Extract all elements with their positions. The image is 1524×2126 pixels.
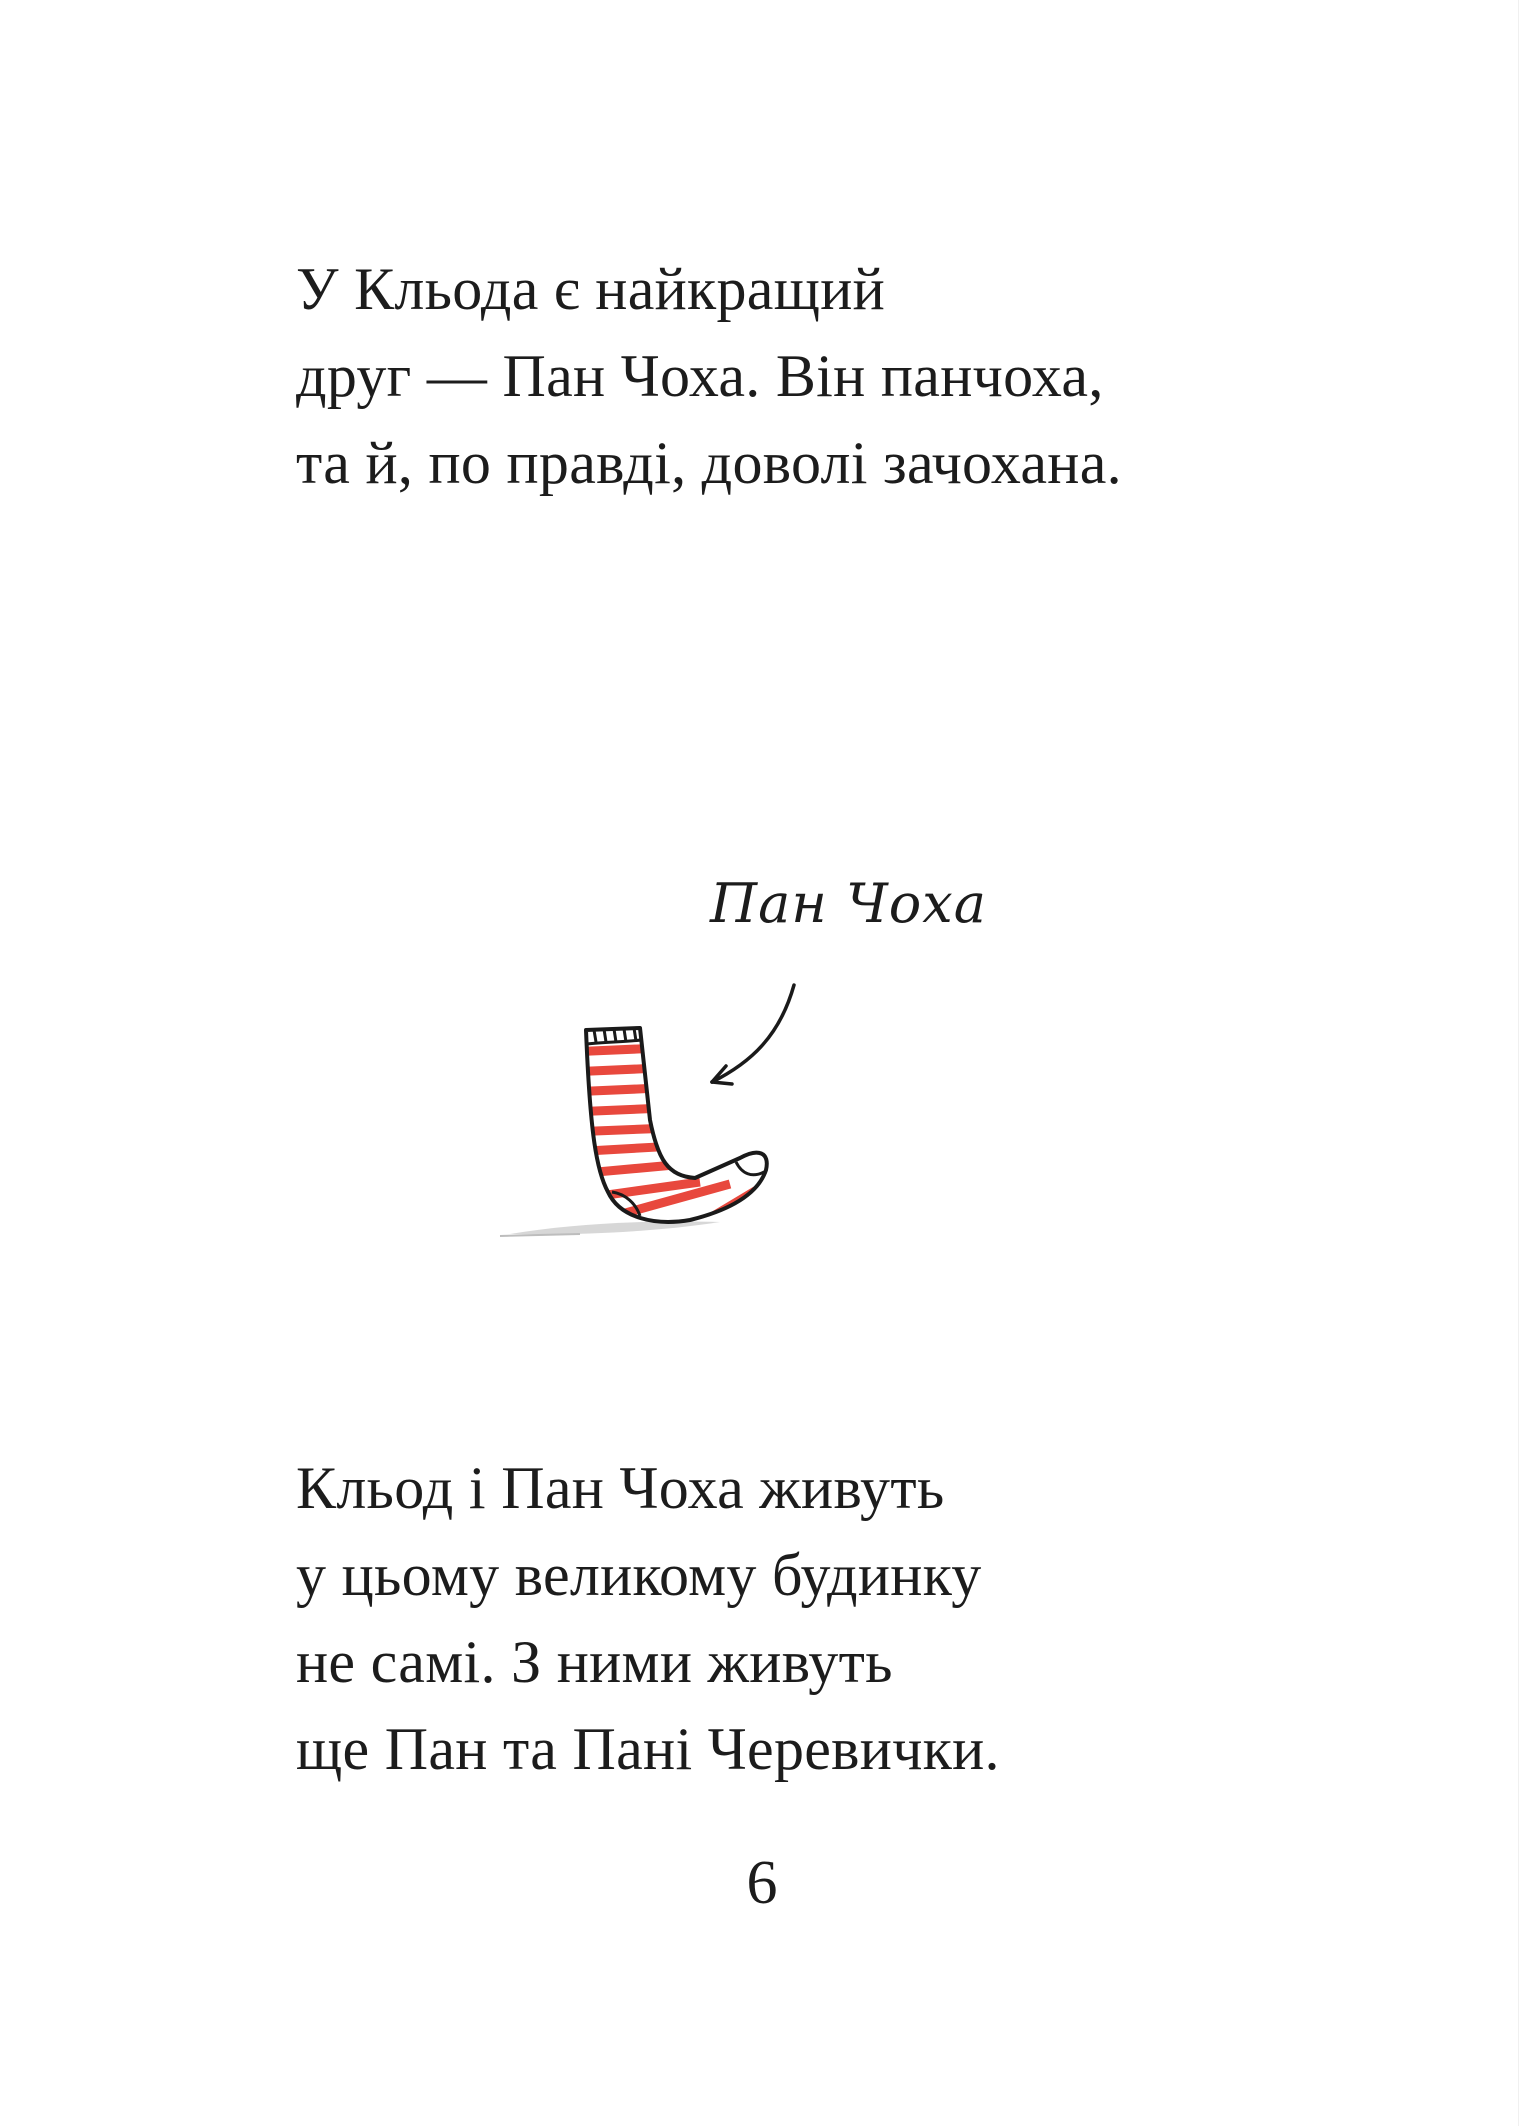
paragraph-bottom [296, 1445, 1000, 1793]
curved-arrow-icon [712, 985, 794, 1084]
page-edge-line [1518, 0, 1519, 2126]
paragraph-line: не самі. З ними живуть [296, 1629, 893, 1695]
paragraph-line: У Кльода є найкращий [296, 256, 886, 322]
page-number: 6 [746, 1849, 778, 1917]
illustration-caption: Пан Чоха [710, 872, 987, 935]
paragraph-line: та й, по правді, доволі зачохана. [296, 430, 1122, 496]
shadow-icon [500, 1222, 720, 1237]
sock-illustration [490, 980, 830, 1300]
paragraph-line: друг — Пан Чоха. Він панчоха, [296, 343, 1104, 409]
paragraph-line: ще Пан та Пані Черевички. [296, 1716, 1000, 1782]
paragraph-line: Кльод і Пан Чоха живуть [296, 1455, 945, 1521]
paragraph-line: у цьому великому будинку [296, 1542, 982, 1608]
paragraph-top [296, 246, 1122, 507]
